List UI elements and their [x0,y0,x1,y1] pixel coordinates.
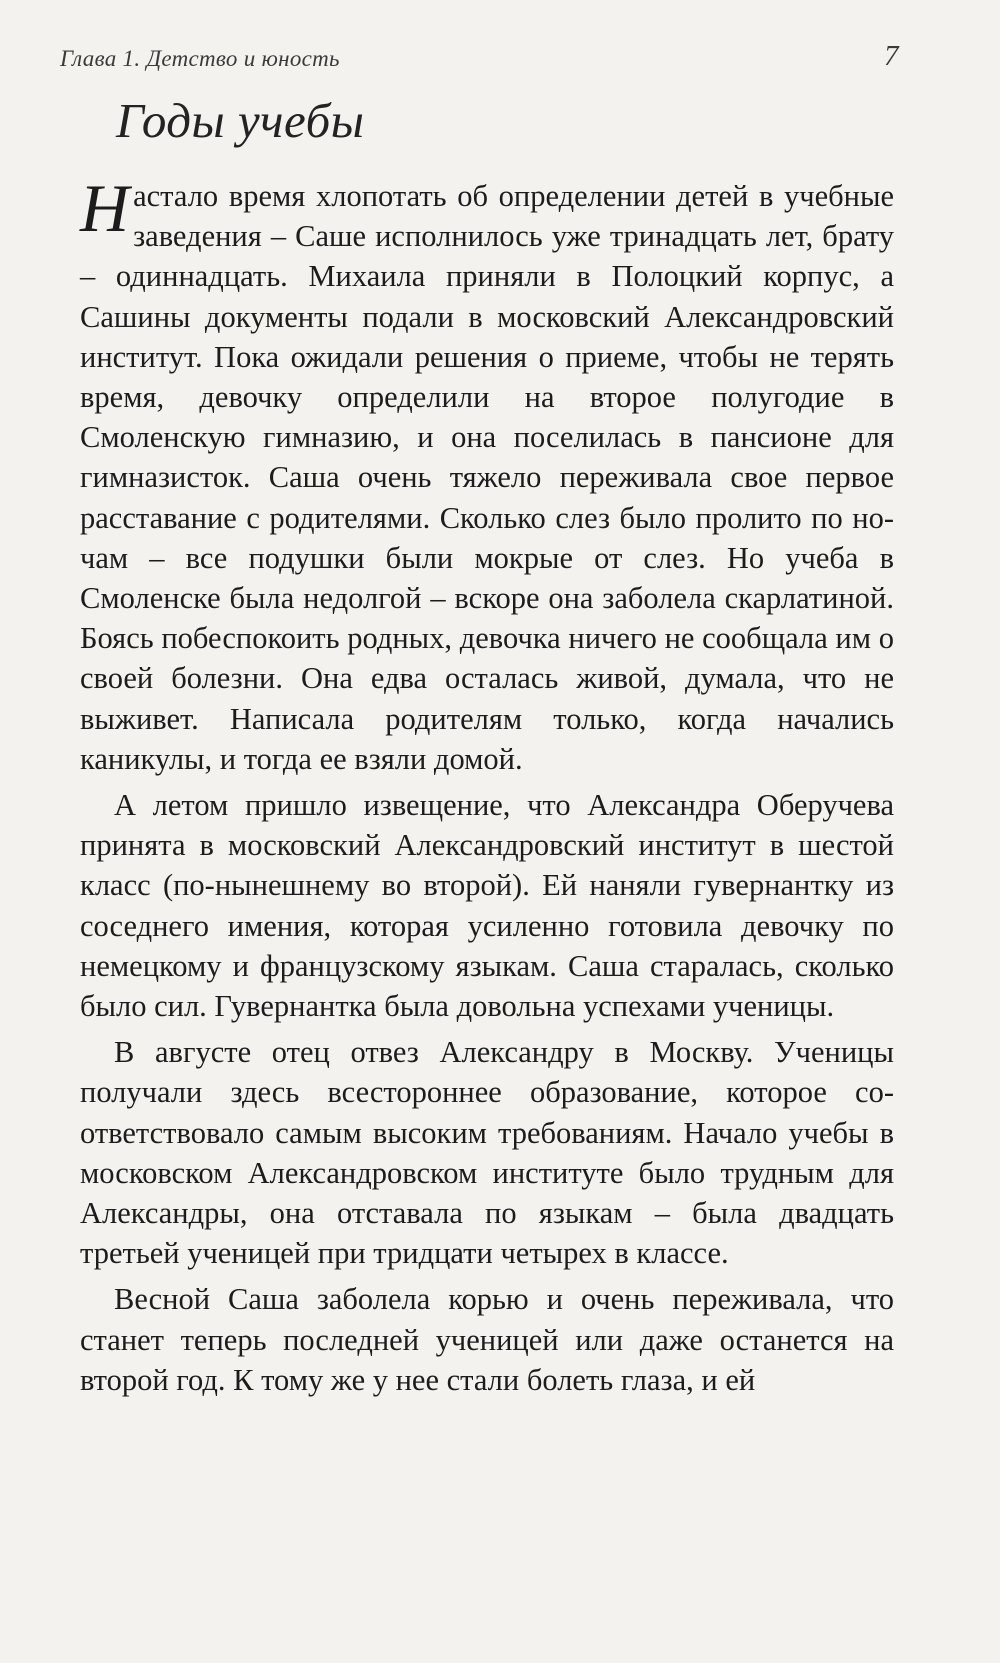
paragraph [80,170,894,779]
body-text [80,170,894,1406]
drop-cap: Н [80,170,130,246]
section-title: Годы учебы [116,93,365,148]
paragraph-text: астало время хлопотать об определении детей в учебные заведения – Саше исполнилось уже тринадцать лет, брату – одиннадцать. Михаила приняли в Полоцкий корпус, а Сашины документы подали в московский Александровский институт. Пока ожидали решения о приеме, чтобы не терять время, девочку определили на второе полугодие в Смоленскую гимназию, и она поселилась в пансионе для гимназисток. Саша очень тяжело переживала свое первое расставание с родителями. Сколько слез было пролито по ночам – все подушки были мокрые от слез. Но учеба в Смоленске была недолгой – вскоре она заболела скарлатиной. Боясь побеспокоить родных, девочка ничего не сообщала им о своей болезни. Она едва осталась живой, думала, что не выживет. Написала родителям только, когда начались каникулы, и тогда ее взяли домой. [80,179,894,776]
paragraph: Весной Саша заболела корью и очень переживала, что станет теперь последней ученицей или даже останется на второй год. К тому же у нее стали болеть глаза, и ей [80,1282,894,1397]
page-number: 7 [884,40,899,72]
running-head: Глава 1. Детство и юность [60,46,340,71]
paragraph: В августе отец отвез Александру в Москву. Ученицы получали здесь всестороннее образование, которое соответствовало самым высоким требованиям. Начало учебы в московском Александровском институте было трудным для Александры, она отставала по языкам – была двадцать третьей ученицей при тридцати четырех в классе. [80,1035,894,1271]
paragraph: А летом пришло извещение, что Александра Оберучева принята в московский Александровский институт в шестой класс (по-нынешнему во второй). Ей наняли гувернантку из соседнего имения, которая усиленно готовила девочку по немецкому и французскому языкам. Саша старалась, сколько было сил. Гувернантка была довольна успехами ученицы. [80,788,894,1024]
